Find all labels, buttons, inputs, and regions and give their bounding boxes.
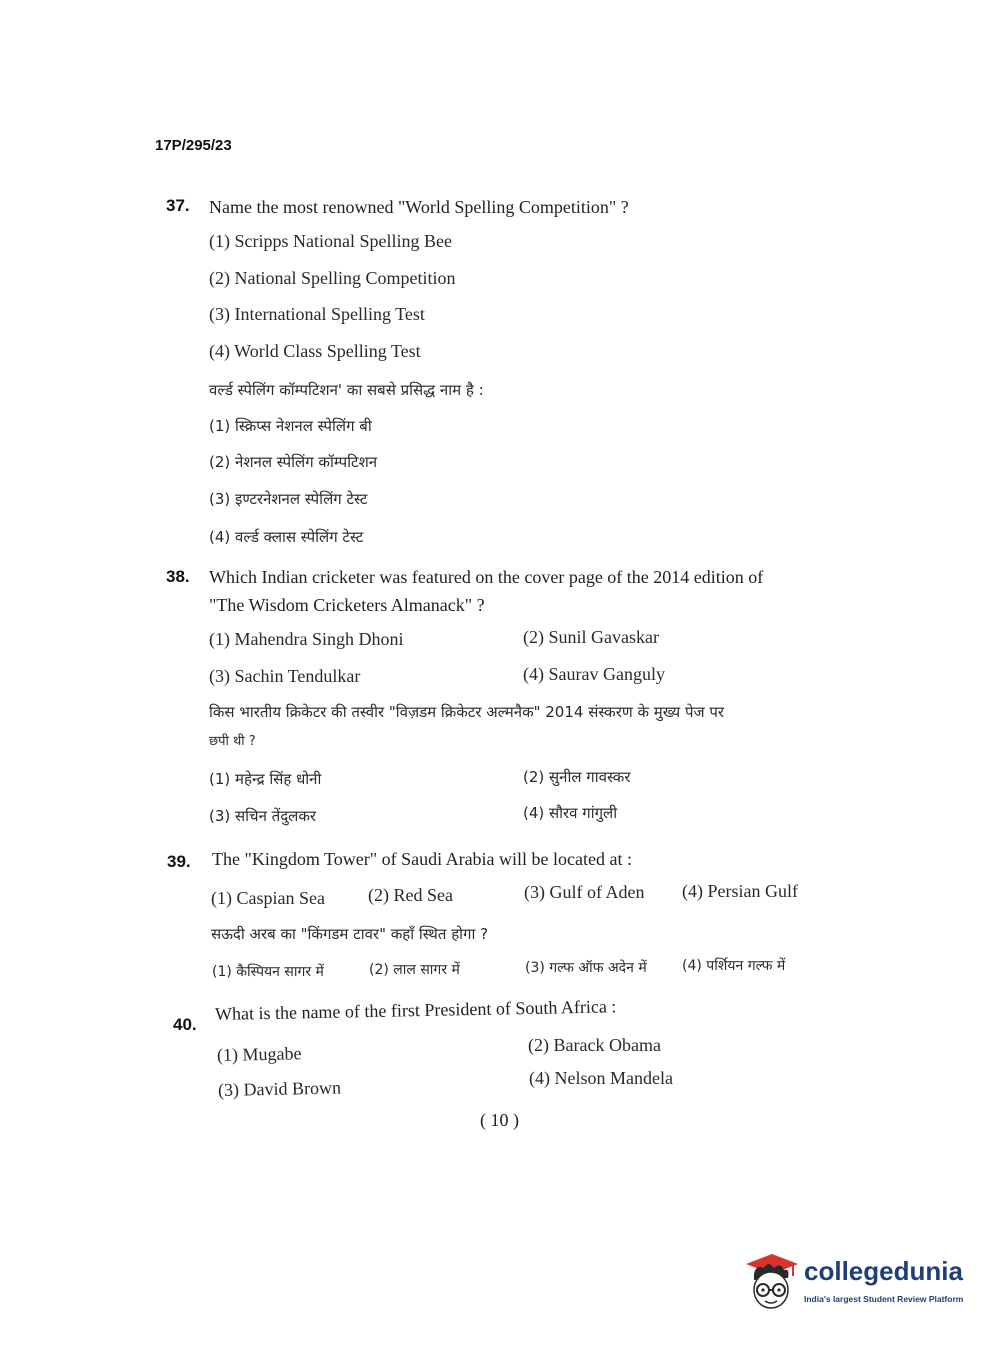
option-en: (4) World Class Spelling Test <box>209 341 421 361</box>
option-hi: (1) महेन्द्र सिंह धोनी <box>209 770 322 788</box>
question-text-en: Name the most renowned "World Spelling Competition" ? <box>209 197 629 217</box>
option-en: (3) International Spelling Test <box>209 304 425 324</box>
question-number: 38. <box>166 567 190 586</box>
option-en: (4) Persian Gulf <box>682 881 798 901</box>
option-en: (3) David Brown <box>217 1077 342 1100</box>
option-hi: (4) पर्शियन गल्फ में <box>682 958 786 974</box>
question-text-en: What is the name of the first President of South Africa : <box>214 996 617 1024</box>
option-hi: (1) स्क्रिप्स नेशनल स्पेलिंग बी <box>209 417 372 435</box>
option-hi: (3) सचिन तेंदुलकर <box>209 807 316 825</box>
option-en: (2) Barack Obama <box>528 1035 661 1055</box>
option-en: (3) Gulf of Aden <box>524 882 645 902</box>
question-text-hi: किस भारतीय क्रिकेटर की तस्वीर "विज़डम क्रिकेटर अल्मनैक" 2014 संस्करण के मुख्य पेज पर <box>209 703 725 721</box>
option-en: (2) Red Sea <box>368 885 453 905</box>
question-text-en: The "Kingdom Tower" of Saudi Arabia will be located at : <box>212 849 633 869</box>
question-text-hi: छपी थी ? <box>209 734 256 749</box>
brand-name: collegedunia <box>804 1256 963 1286</box>
option-hi: (4) सौरव गांगुली <box>523 804 618 822</box>
option-hi: (3) गल्फ ऑफ अदेन में <box>525 960 647 976</box>
option-en: (2) Sunil Gavaskar <box>523 627 659 647</box>
question-text-en: Which Indian cricketer was featured on the cover page of the 2014 edition of <box>209 567 764 587</box>
option-hi: (2) सुनील गावस्कर <box>523 768 631 786</box>
page-number: ( 10 ) <box>480 1110 519 1130</box>
option-en: (1) Mahendra Singh Dhoni <box>209 629 404 649</box>
option-en: (1) Mugabe <box>216 1043 302 1065</box>
question-number: 39. <box>167 852 191 871</box>
question-number: 40. <box>173 1015 197 1034</box>
brand-tagline: India's largest Student Review Platform <box>804 1294 964 1304</box>
option-en: (1) Caspian Sea <box>211 888 325 908</box>
option-hi: (2) नेशनल स्पेलिंग कॉम्पटिशन <box>209 453 378 471</box>
collegedunia-logo <box>742 1250 972 1314</box>
option-hi: (4) वर्ल्ड क्लास स्पेलिंग टेस्ट <box>209 528 364 546</box>
question-text-hi: सऊदी अरब का "किंगडम टावर" कहाँ स्थित होगा ? <box>211 925 489 943</box>
option-en: (4) Nelson Mandela <box>529 1068 673 1088</box>
option-en: (2) National Spelling Competition <box>209 268 456 288</box>
option-hi: (2) लाल सागर में <box>369 962 460 978</box>
option-en: (3) Sachin Tendulkar <box>209 666 361 686</box>
option-hi: (3) इण्टरनेशनल स्पेलिंग टेस्ट <box>209 490 368 508</box>
question-text-en: "The Wisdom Cricketers Almanack" ? <box>209 595 485 615</box>
option-en: (1) Scripps National Spelling Bee <box>209 231 452 251</box>
question-text-hi: वर्ल्ड स्पेलिंग कॉम्पटिशन' का सबसे प्रसिद्ध नाम है : <box>209 381 484 399</box>
question-number: 37. <box>166 196 190 215</box>
option-en: (4) Saurav Ganguly <box>523 664 665 684</box>
option-hi: (1) कैस्पियन सागर में <box>212 964 324 980</box>
paper-code: 17P/295/23 <box>155 137 232 154</box>
student-mascot-icon <box>742 1250 802 1314</box>
